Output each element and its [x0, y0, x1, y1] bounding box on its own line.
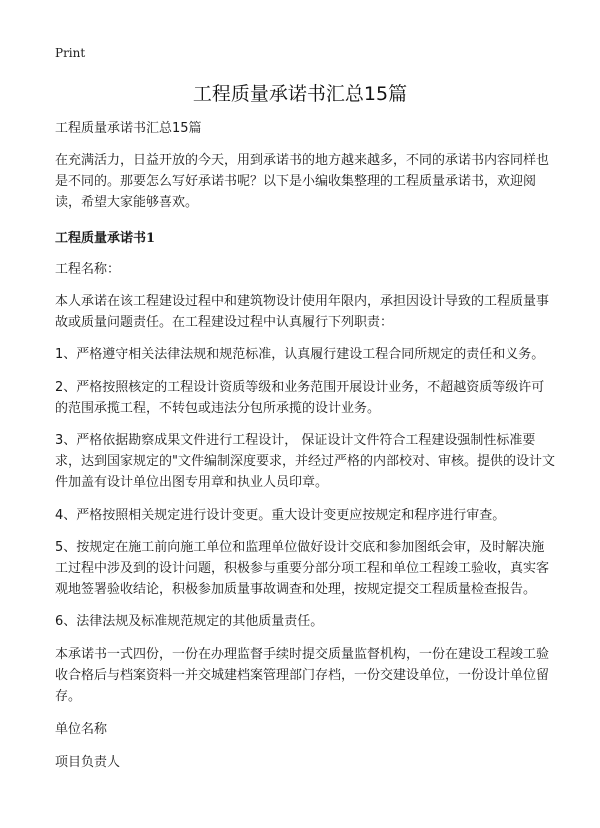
duty-item: 3、严格依据勘察成果文件进行工程设计， 保证设计文件符合工程建设强制性标准要求，达到国家规定的"文件编制深度要求，并经过严格的内部校对、审核。提供的设计文件加盖有设计单位出图专用章和执业人员印章。 — [55, 433, 555, 490]
unit-name-label: 单位名称 — [55, 722, 108, 737]
section-heading: 工程质量承诺书1 — [55, 231, 156, 246]
document-body — [55, 118, 555, 773]
project-lead-label: 项目负责人 — [55, 755, 121, 770]
duty-item: 6、法律法规及标准规范规定的其他质量责任。 — [55, 614, 324, 629]
document-subtitle: 工程质量承诺书汇总15篇 — [55, 121, 202, 136]
commitment-intro: 本人承诺在该工程建设过程中和建筑物设计使用年限内，承担因设计导致的工程质量事故或质量问题责任。在工程建设过程中认真履行下列职责： — [55, 294, 550, 330]
duty-item: 5、按规定在施工前向施工单位和监理单位做好设计交底和参加图纸会审，及时解决施工过程中涉及到的设计问题，积极参与重要分部分项工程和单位工程竣工验收，真实客观地签署验收结论，积极参加质量事故调查和处理，按规定提交工程质量检查报告。 — [55, 540, 550, 597]
duty-item: 4、严格按照相关规定进行设计变更。重大设计变更应按规定和程序进行审查。 — [55, 508, 506, 523]
duty-item: 2、严格按照核定的工程设计资质等级和业务范围开展设计业务，不超越资质等级许可的范围承揽工程，不转包或违法分包所承揽的设计业务。 — [55, 380, 545, 416]
duty-item: 1、严格遵守相关法律法规和规范标准，认真履行建设工程合同所规定的责任和义务。 — [55, 347, 545, 362]
intro-paragraph: 在充满活力，日益开放的今天，用到承诺书的地方越来越多，不同的承诺书内容同样也是不同的。那要怎么写好承诺书呢？以下是小编收集整理的工程质量承诺书，欢迎阅读，希望大家能够喜欢。 — [55, 153, 550, 210]
page-title: 工程质量承诺书汇总15篇 — [192, 83, 408, 105]
copies-note: 本承诺书一式四份，一份在办理监督手续时提交质量监督机构，一份在建设工程竣工验收合格后与档案资料一并交城建档案管理部门存档，一份交建设单位，一份设计单位留存。 — [55, 647, 550, 704]
project-name-label: 工程名称： — [55, 262, 121, 277]
print-link[interactable]: Print — [55, 46, 86, 60]
